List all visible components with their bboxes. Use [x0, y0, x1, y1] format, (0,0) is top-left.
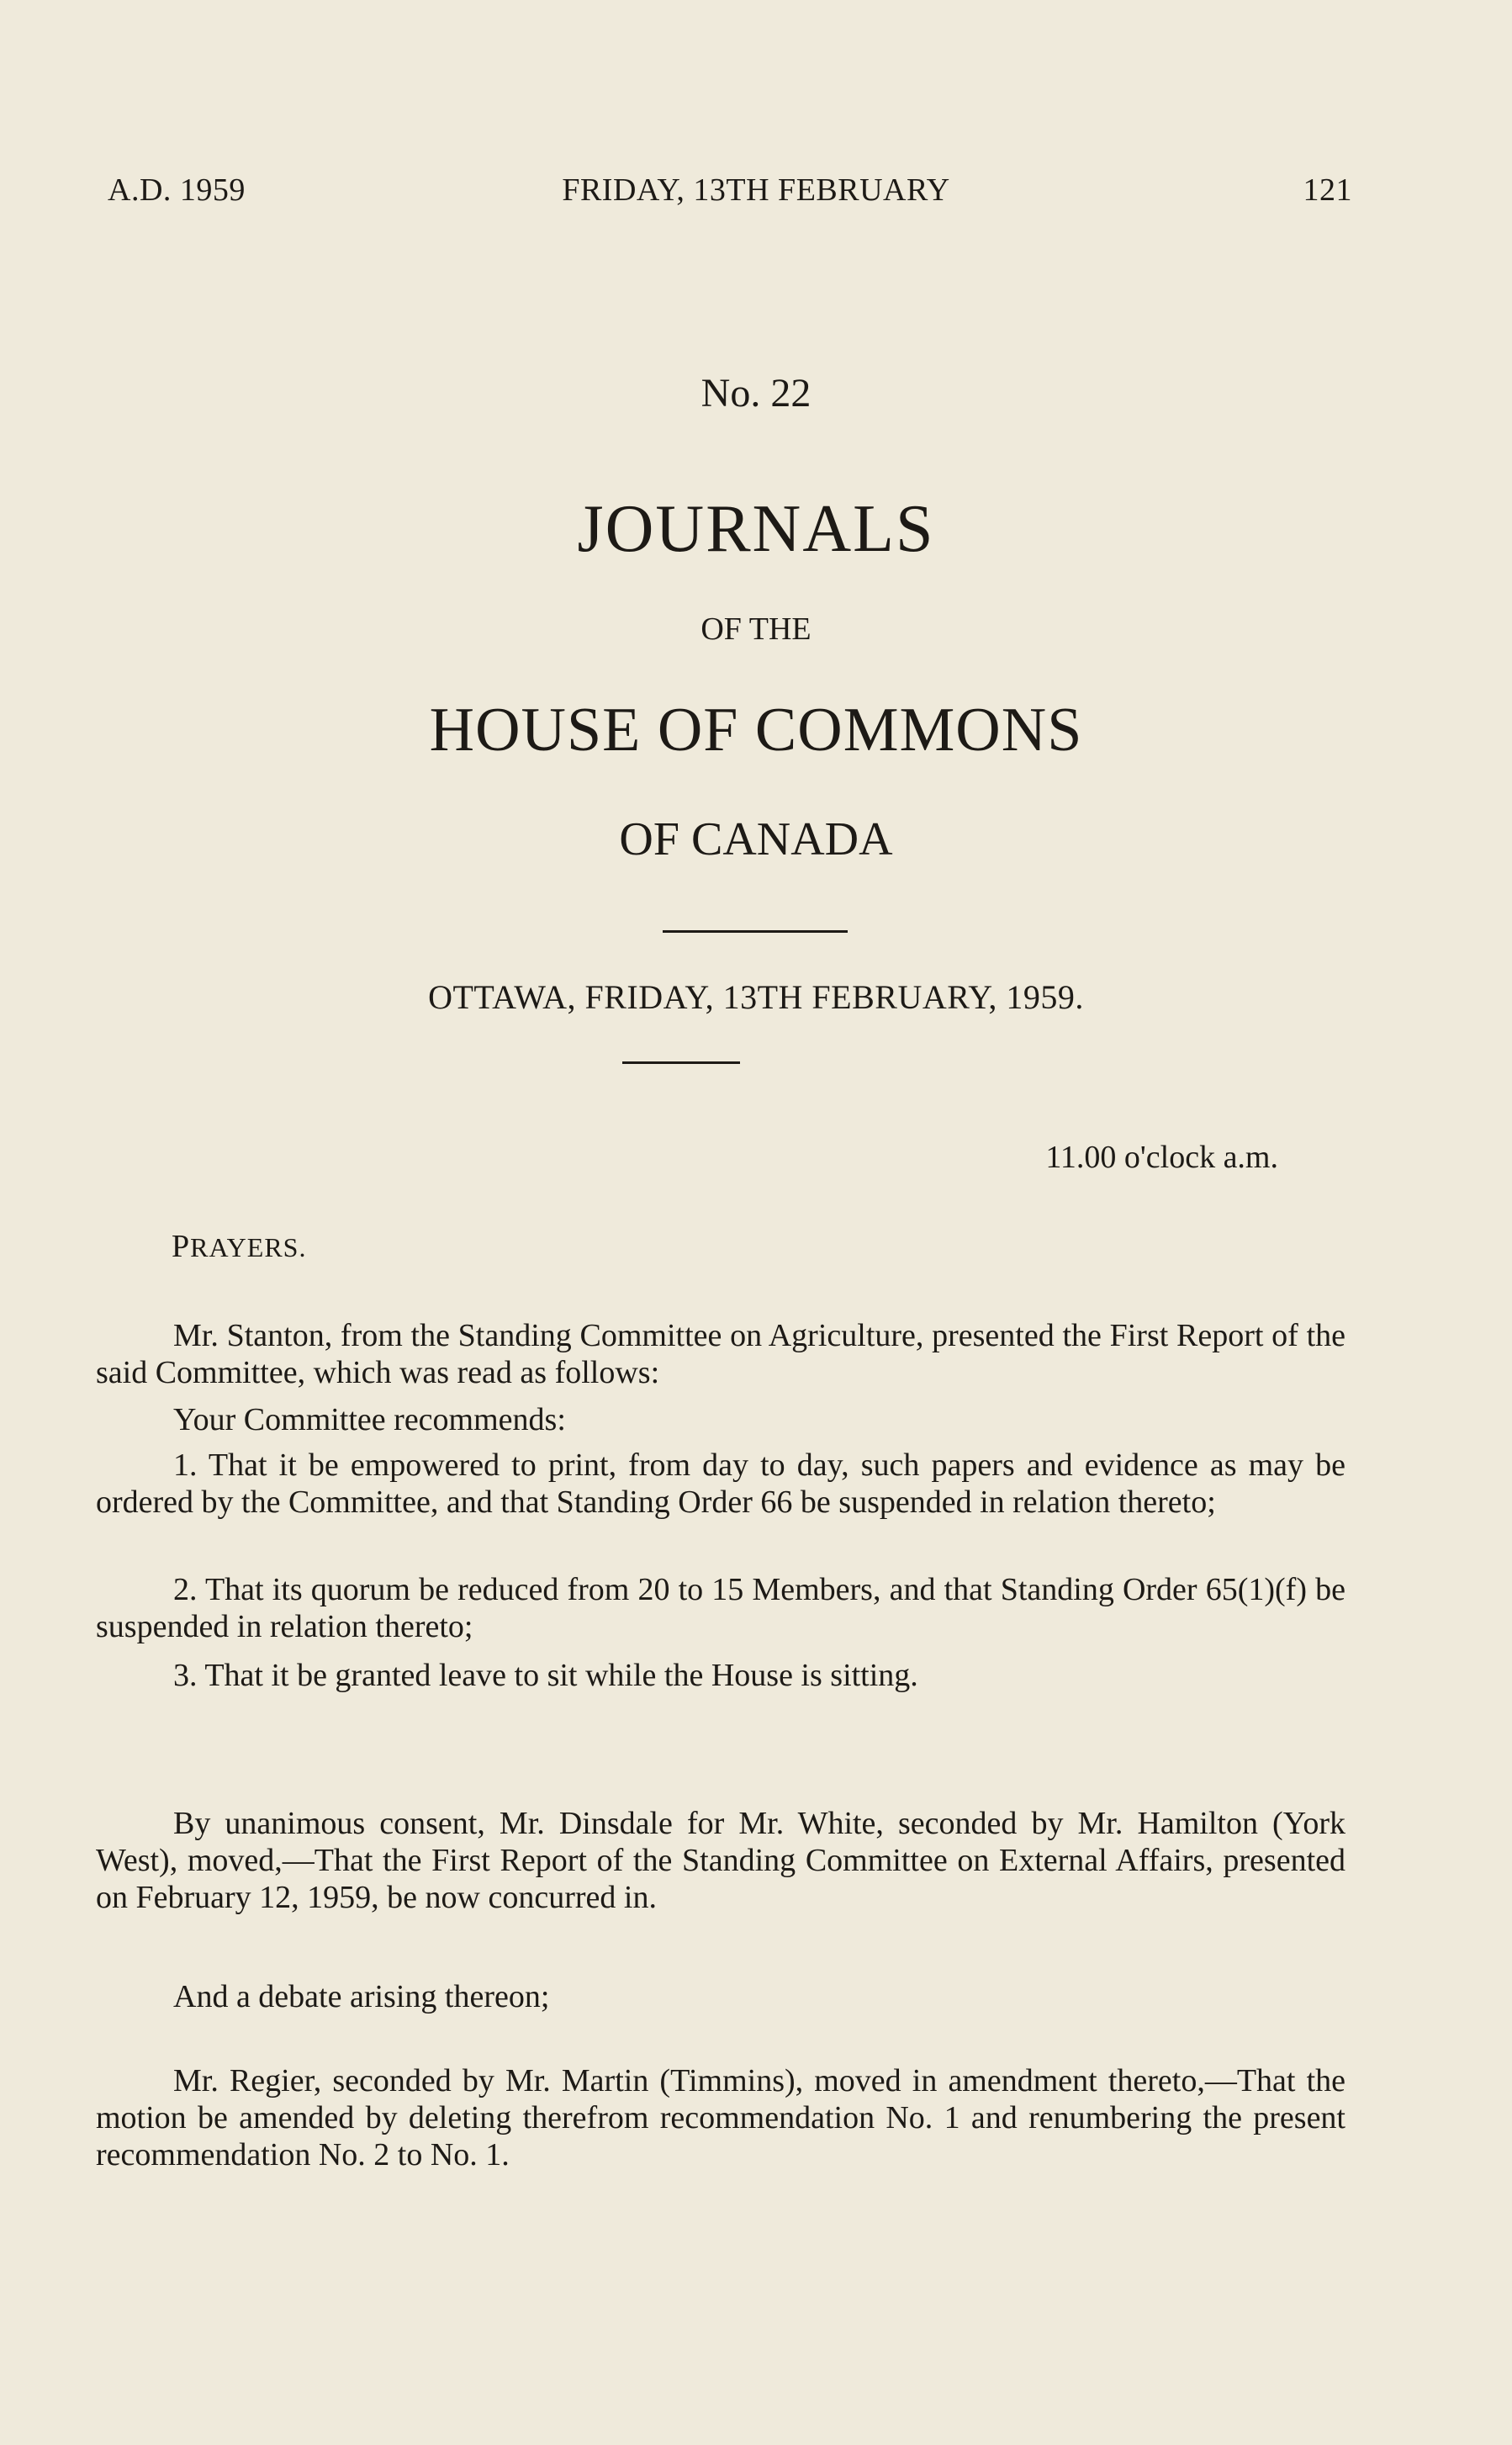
- house-of-commons-title: HOUSE OF COMMONS: [429, 696, 1083, 765]
- journal-title: JOURNALS: [577, 492, 935, 566]
- header-year: A.D. 1959: [108, 172, 246, 208]
- page-number: 121: [1303, 172, 1352, 208]
- paragraph-motion: By unanimous consent, Mr. Dinsdale for Mr. White, seconded by Mr. Hamilton (York West), moved,—That the First Report of the Standing Committee on External Affairs, presented on February 12, 1959, be now concurred in.: [96, 1806, 1345, 1915]
- header-date: FRIDAY, 13TH FEBRUARY: [562, 172, 950, 208]
- divider-rule: [663, 930, 848, 933]
- recommendation-3: 3. That it be granted leave to sit while the House is sitting.: [173, 1658, 918, 1693]
- paragraph-recommends: Your Committee recommends:: [173, 1402, 566, 1437]
- paragraph-amendment: Mr. Regier, seconded by Mr. Martin (Timmins), moved in amendment thereto,—That the motion be amended by deleting therefrom recommendation No. 1 and renumbering the present recommendation No. 2 to No. 1.: [96, 2063, 1345, 2172]
- of-the-line: OF THE: [700, 611, 812, 647]
- sitting-time: 11.00 o'clock a.m.: [1045, 1140, 1278, 1175]
- recommendation-1: 1. That it be empowered to print, from day to day, such papers and evidence as may be ordered by the Committee, and that Standing Order 66 be suspended in relation thereto;: [96, 1447, 1345, 1520]
- prayers-rest: RAYERS.: [190, 1232, 307, 1262]
- of-canada-line: OF CANADA: [619, 813, 893, 865]
- paragraph-committee-report: Mr. Stanton, from the Standing Committee on Agriculture, presented the First Report of the said Committee, which was read as follows:: [96, 1318, 1345, 1390]
- recommendation-2: 2. That its quorum be reduced from 20 to 15 Members, and that Standing Order 65(1)(f) be suspended in relation thereto;: [96, 1572, 1345, 1644]
- divider-rule: [622, 1061, 740, 1064]
- dateline: OTTAWA, FRIDAY, 13TH FEBRUARY, 1959.: [428, 978, 1084, 1016]
- prayers-initial: P: [172, 1229, 191, 1264]
- journal-number: No. 22: [700, 371, 812, 415]
- paragraph-debate: And a debate arising thereon;: [173, 1979, 550, 2014]
- prayers-heading: [172, 1228, 306, 1265]
